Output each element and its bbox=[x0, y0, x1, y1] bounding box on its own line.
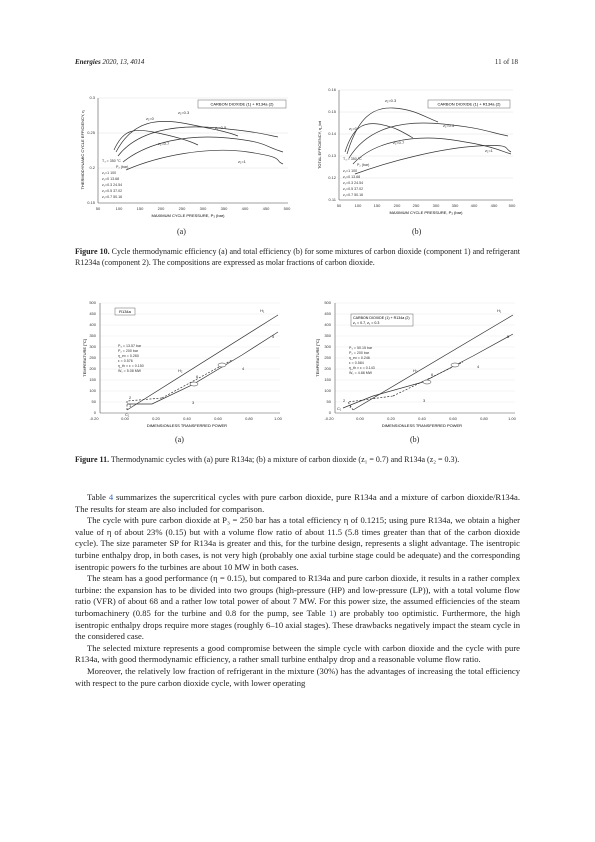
cycle-point-label: 6 bbox=[196, 374, 199, 379]
ytick: 500 bbox=[324, 300, 331, 305]
cycle-point-label: 4 bbox=[242, 366, 245, 371]
ytick: 200 bbox=[324, 366, 331, 371]
xtick: 450 bbox=[490, 203, 498, 208]
y-axis-label: TEMPERATURE [°C] bbox=[315, 339, 320, 377]
svg-text:η_ex = 0.246: η_ex = 0.246 bbox=[349, 356, 370, 360]
figure11-caption bbox=[75, 455, 520, 466]
ytick: 100 bbox=[89, 388, 96, 393]
panel-label: (b) bbox=[410, 435, 420, 444]
curve-label: z₁=0 bbox=[146, 116, 154, 121]
svg-text:η_th × ε = 0.143: η_th × ε = 0.143 bbox=[349, 366, 375, 370]
journal-name: Energies bbox=[75, 58, 101, 66]
ytick: 0.13 bbox=[328, 153, 336, 158]
xtick: 50 bbox=[336, 203, 342, 208]
figure10-panel-b bbox=[313, 82, 518, 225]
curve-label: z₁=0.7 bbox=[393, 140, 405, 145]
svg-text:η_th × ε = 0.150: η_th × ε = 0.150 bbox=[118, 364, 144, 368]
cycle-point-label: 2 bbox=[129, 395, 132, 400]
ytick: 400 bbox=[324, 322, 331, 327]
svg-text:η_ex = 0.260: η_ex = 0.260 bbox=[118, 354, 139, 358]
paragraph: Table 4 summarizes the supercritical cycles with pure carbon dioxide, pure R134a and a mixture of carbon dioxide/R134a. The results for steam are also included for comparison. bbox=[75, 492, 520, 514]
cycle-point-label: 1 bbox=[349, 404, 352, 409]
xtick: 350 bbox=[451, 203, 459, 208]
svg-text:ε = 0.584: ε = 0.584 bbox=[349, 361, 364, 365]
xtick: 0.80 bbox=[245, 416, 253, 421]
paragraph: Moreover, the relatively low fraction of refrigerant in the mixture (30%) has the advantages of increasing the total efficiency with respect to the pure carbon dioxide cycle, with lower operating bbox=[75, 665, 520, 688]
xtick: 500 bbox=[283, 206, 291, 211]
xtick: 0.80 bbox=[480, 416, 488, 421]
ytick: 150 bbox=[89, 377, 96, 382]
ytick: 0.15 bbox=[87, 200, 95, 205]
xtick: 1.00 bbox=[274, 416, 282, 421]
svg-text:Ẇ₁ = 4.88 MW: Ẇ₁ = 4.88 MW bbox=[349, 371, 373, 375]
svg-text:z₁=0.3 24.54: z₁=0.3 24.54 bbox=[343, 181, 364, 185]
svg-text:T₃ = 350 °C: T₃ = 350 °C bbox=[343, 157, 362, 161]
curve-label: z₁=0.7 bbox=[158, 141, 170, 146]
svg-text:P₂ = 200 bar: P₂ = 200 bar bbox=[349, 351, 370, 355]
cycle-point-label: C₁ bbox=[125, 412, 130, 417]
figure10-caption bbox=[75, 247, 520, 268]
cycle-point-label: H₂ bbox=[413, 368, 418, 373]
svg-text:ε = 0.576: ε = 0.576 bbox=[118, 359, 133, 363]
table-link[interactable]: 1 bbox=[329, 607, 334, 618]
svg-text:z₁=0 13.68: z₁=0 13.68 bbox=[102, 177, 120, 181]
ytick: 250 bbox=[89, 355, 96, 360]
ytick: 0 bbox=[328, 410, 331, 415]
cycle-point-label: H₁ bbox=[497, 308, 502, 313]
svg-text:z₁=0.3 24.54: z₁=0.3 24.54 bbox=[102, 183, 123, 187]
xtick: 250 bbox=[178, 206, 186, 211]
xtick: 1.00 bbox=[508, 416, 516, 421]
citation: 2020, 13, 4014 bbox=[100, 58, 145, 66]
x-axis-label: MAXIMUM CYCLE PRESSURE, P₃ (bar) bbox=[151, 213, 225, 218]
xtick: 0.40 bbox=[183, 416, 191, 421]
curve-label: z₁=0 bbox=[349, 126, 357, 131]
ytick: 0.25 bbox=[87, 130, 95, 135]
xtick: 400 bbox=[241, 206, 249, 211]
ytick: 300 bbox=[89, 344, 96, 349]
cycle-point-label: 3 bbox=[423, 398, 426, 403]
svg-text:z₁=1 100: z₁=1 100 bbox=[343, 169, 358, 173]
table-link[interactable]: 4 bbox=[108, 492, 114, 502]
curve-label: z₁=1 bbox=[485, 148, 493, 153]
ytick: 0.12 bbox=[328, 175, 336, 180]
ytick: 450 bbox=[324, 311, 331, 316]
xtick: 100 bbox=[354, 203, 362, 208]
ytick: 350 bbox=[324, 333, 331, 338]
ytick: 0.14 bbox=[328, 131, 336, 136]
panel-label: (a) bbox=[175, 435, 184, 444]
legend-text: R134a bbox=[119, 309, 131, 314]
cycle-point-label: C₁ bbox=[337, 406, 342, 411]
xtick: 0.00 bbox=[121, 416, 129, 421]
svg-text:z₁=0.5 37.02: z₁=0.5 37.02 bbox=[102, 189, 123, 193]
xtick: 150 bbox=[136, 206, 144, 211]
curve-label: z₁=0.5 bbox=[215, 125, 227, 130]
xtick: -0.20 bbox=[89, 416, 99, 421]
x-axis-label: MAXIMUM CYCLE PRESSURE, P₃ (bar) bbox=[389, 210, 463, 215]
svg-text:Ẇ₁ = 5.08 MW: Ẇ₁ = 5.08 MW bbox=[118, 369, 142, 373]
svg-text:P₃ = 13.57 bar: P₃ = 13.57 bar bbox=[118, 344, 142, 348]
body-text bbox=[75, 492, 520, 689]
svg-text:z₁=0 13.68: z₁=0 13.68 bbox=[343, 175, 361, 179]
x-axis-label: DIMENSIONLESS TRANSFERRED POWER bbox=[381, 423, 463, 428]
xtick: 200 bbox=[393, 203, 401, 208]
svg-text:z₁=0.5 37.02: z₁=0.5 37.02 bbox=[343, 187, 364, 191]
y-axis-label: TOTAL EFFICIENCY, η_tot bbox=[317, 121, 322, 169]
cycle-point-label: 3 bbox=[192, 400, 195, 405]
svg-text:P₂ = 200 bar: P₂ = 200 bar bbox=[118, 349, 139, 353]
paragraph: The cycle with pure carbon dioxide at P₃ = 250 bar has a total efficiency η of 0.1215; using pure R134a, we obtain a higher value of η of about 23% (0.15) but with a volume flow ratio of about 11.5 (5.8 times greater than that of the carbon dioxide cycle). The size parameter SP for R134a is greater and this, for the turbine design, represents a slight advantage. The isentropic turbine enthalpy drop, in both cases, is not very high (probably one axial turbine stage could be adequate) and the corresponding isentropic powers fo the turbines are about 10 MW in both cases. bbox=[75, 515, 520, 572]
svg-text:z₁=0.7 50.16: z₁=0.7 50.16 bbox=[343, 193, 364, 197]
legend-text: CARBON DIOXIDE (1) + R134a (2) bbox=[437, 101, 501, 107]
xtick: 250 bbox=[412, 203, 420, 208]
svg-text:P₂ (bar): P₂ (bar) bbox=[116, 165, 129, 169]
ytick: 200 bbox=[89, 366, 96, 371]
figure10-panel-a bbox=[78, 90, 293, 225]
ytick: 0.2 bbox=[89, 165, 95, 170]
ytick: 100 bbox=[324, 388, 331, 393]
cycle-point-label: 5 bbox=[507, 334, 510, 339]
curve-label: z₁=0.3 bbox=[385, 98, 397, 103]
figure11-panel-a bbox=[82, 300, 282, 435]
xtick: 0.00 bbox=[356, 416, 364, 421]
running-header bbox=[75, 58, 144, 66]
ytick: 500 bbox=[89, 300, 96, 305]
ytick: 0 bbox=[93, 410, 96, 415]
y-axis-label: TEMPERATURE [°C] bbox=[82, 339, 87, 377]
ytick: 0.16 bbox=[328, 87, 336, 92]
paragraph: The steam has a good performance (η = 0.15), but compared to R134a and pure carbon dioxide, it results in a rather complex turbine: the expansion has to be divided into two groups (high-pressure (HP) and low-pressure (LP)), with a total volume flow ratio (VFR) of about 68 and a rather low total power of about 7 MW. For this power size, the assumed efficiencies of the steam turbomachinery (0.85 for the turbine and 0.8 for the pump, see Table 1) are probably too optimistic. Furthermore, the high isentropic enthalpy drops require more stages (roughly 6–10 axial stages). These drawbacks negatively impact the steam cycle in the considered case. bbox=[75, 573, 521, 642]
xtick: 150 bbox=[373, 203, 381, 208]
ytick: 400 bbox=[89, 322, 96, 327]
ytick: 50 bbox=[91, 399, 96, 404]
svg-text:P₂ (bar): P₂ (bar) bbox=[357, 163, 370, 167]
legend-text: CARBON DIOXIDE (1) + R134a (2) bbox=[353, 316, 410, 320]
xtick: 300 bbox=[199, 206, 207, 211]
caption-text: Cycle thermodynamic efficiency (a) and total efficiency (b) for some mixtures of carbon dioxide (component 1) and refrigerant R1234a (component 2). The compositions are expressed as molar fractions of carbon dioxide. bbox=[75, 247, 520, 267]
xtick: 500 bbox=[508, 203, 516, 208]
xtick: 0.60 bbox=[449, 416, 457, 421]
ytick: 250 bbox=[324, 355, 331, 360]
ytick: 50 bbox=[326, 399, 331, 404]
cycle-point-label: 6 bbox=[431, 372, 434, 377]
svg-text:P₃ = 50.15 bar: P₃ = 50.15 bar bbox=[349, 346, 373, 350]
ytick: 0.11 bbox=[328, 197, 336, 202]
panel-label: (b) bbox=[412, 227, 422, 236]
xtick: -0.20 bbox=[324, 416, 334, 421]
cycle-point-label: H₁ bbox=[260, 308, 265, 313]
caption-label: Figure 10. bbox=[75, 247, 110, 256]
xtick: 0.60 bbox=[214, 416, 222, 421]
xtick: 50 bbox=[95, 206, 101, 211]
panel-label: (a) bbox=[177, 227, 186, 236]
xtick: 0.40 bbox=[418, 416, 426, 421]
xtick: 200 bbox=[157, 206, 165, 211]
xtick: 350 bbox=[220, 206, 228, 211]
curve-label: z₁=1 bbox=[238, 159, 246, 164]
xtick: 100 bbox=[115, 206, 123, 211]
xtick: 300 bbox=[432, 203, 440, 208]
xtick: 0.20 bbox=[152, 416, 160, 421]
cycle-point-label: 5 bbox=[272, 334, 275, 339]
cycle-point-label: H₂ bbox=[178, 368, 183, 373]
caption-label: Figure 11. bbox=[75, 455, 110, 464]
legend-text: CARBON DIOXIDE (1) + R134a (2) bbox=[210, 101, 274, 107]
page-number: 11 of 18 bbox=[494, 58, 518, 66]
legend-subtext: z₁ = 0.7, z₂ = 0.3 bbox=[353, 321, 380, 325]
ytick: 0.15 bbox=[328, 109, 336, 114]
svg-text:z₁=0.7 50.16: z₁=0.7 50.16 bbox=[102, 195, 123, 199]
ytick: 350 bbox=[89, 333, 96, 338]
svg-text:z₁=1 100: z₁=1 100 bbox=[102, 171, 117, 175]
svg-text:T₃ = 350 °C: T₃ = 350 °C bbox=[102, 159, 121, 163]
ytick: 450 bbox=[89, 311, 96, 316]
xtick: 0.20 bbox=[387, 416, 395, 421]
xtick: 400 bbox=[470, 203, 478, 208]
x-axis-label: DIMENSIONLESS TRANSFERRED POWER bbox=[146, 423, 228, 428]
xtick: 450 bbox=[262, 206, 270, 211]
ytick: 300 bbox=[324, 344, 331, 349]
ytick: 0.3 bbox=[89, 95, 95, 100]
figure11-panel-b bbox=[313, 300, 518, 435]
cycle-point-label: 1 bbox=[129, 403, 132, 408]
cycle-point-label: 2 bbox=[343, 398, 346, 403]
ytick: 150 bbox=[324, 377, 331, 382]
caption-text: Thermodynamic cycles with (a) pure R134a; (b) a mixture of carbon dioxide (z₁ = 0.7) and R134a (z₂ = 0.3). bbox=[109, 455, 460, 464]
cycle-point-label: 4 bbox=[477, 364, 480, 369]
paragraph: The selected mixture represents a good compromise between the simple cycle with carbon dioxide and the cycle with pure R134a, with good thermodynamic efficiency, a rather small turbine enthalpy drop and a reasonable volume flow ratio. bbox=[75, 642, 520, 665]
curve-label: z₁=0.3 bbox=[178, 110, 190, 115]
curve-label: z₁=0.5 bbox=[443, 123, 455, 128]
y-axis-label: THERMODYNAMIC CYCLE EFFICIENCY, η bbox=[80, 110, 85, 190]
